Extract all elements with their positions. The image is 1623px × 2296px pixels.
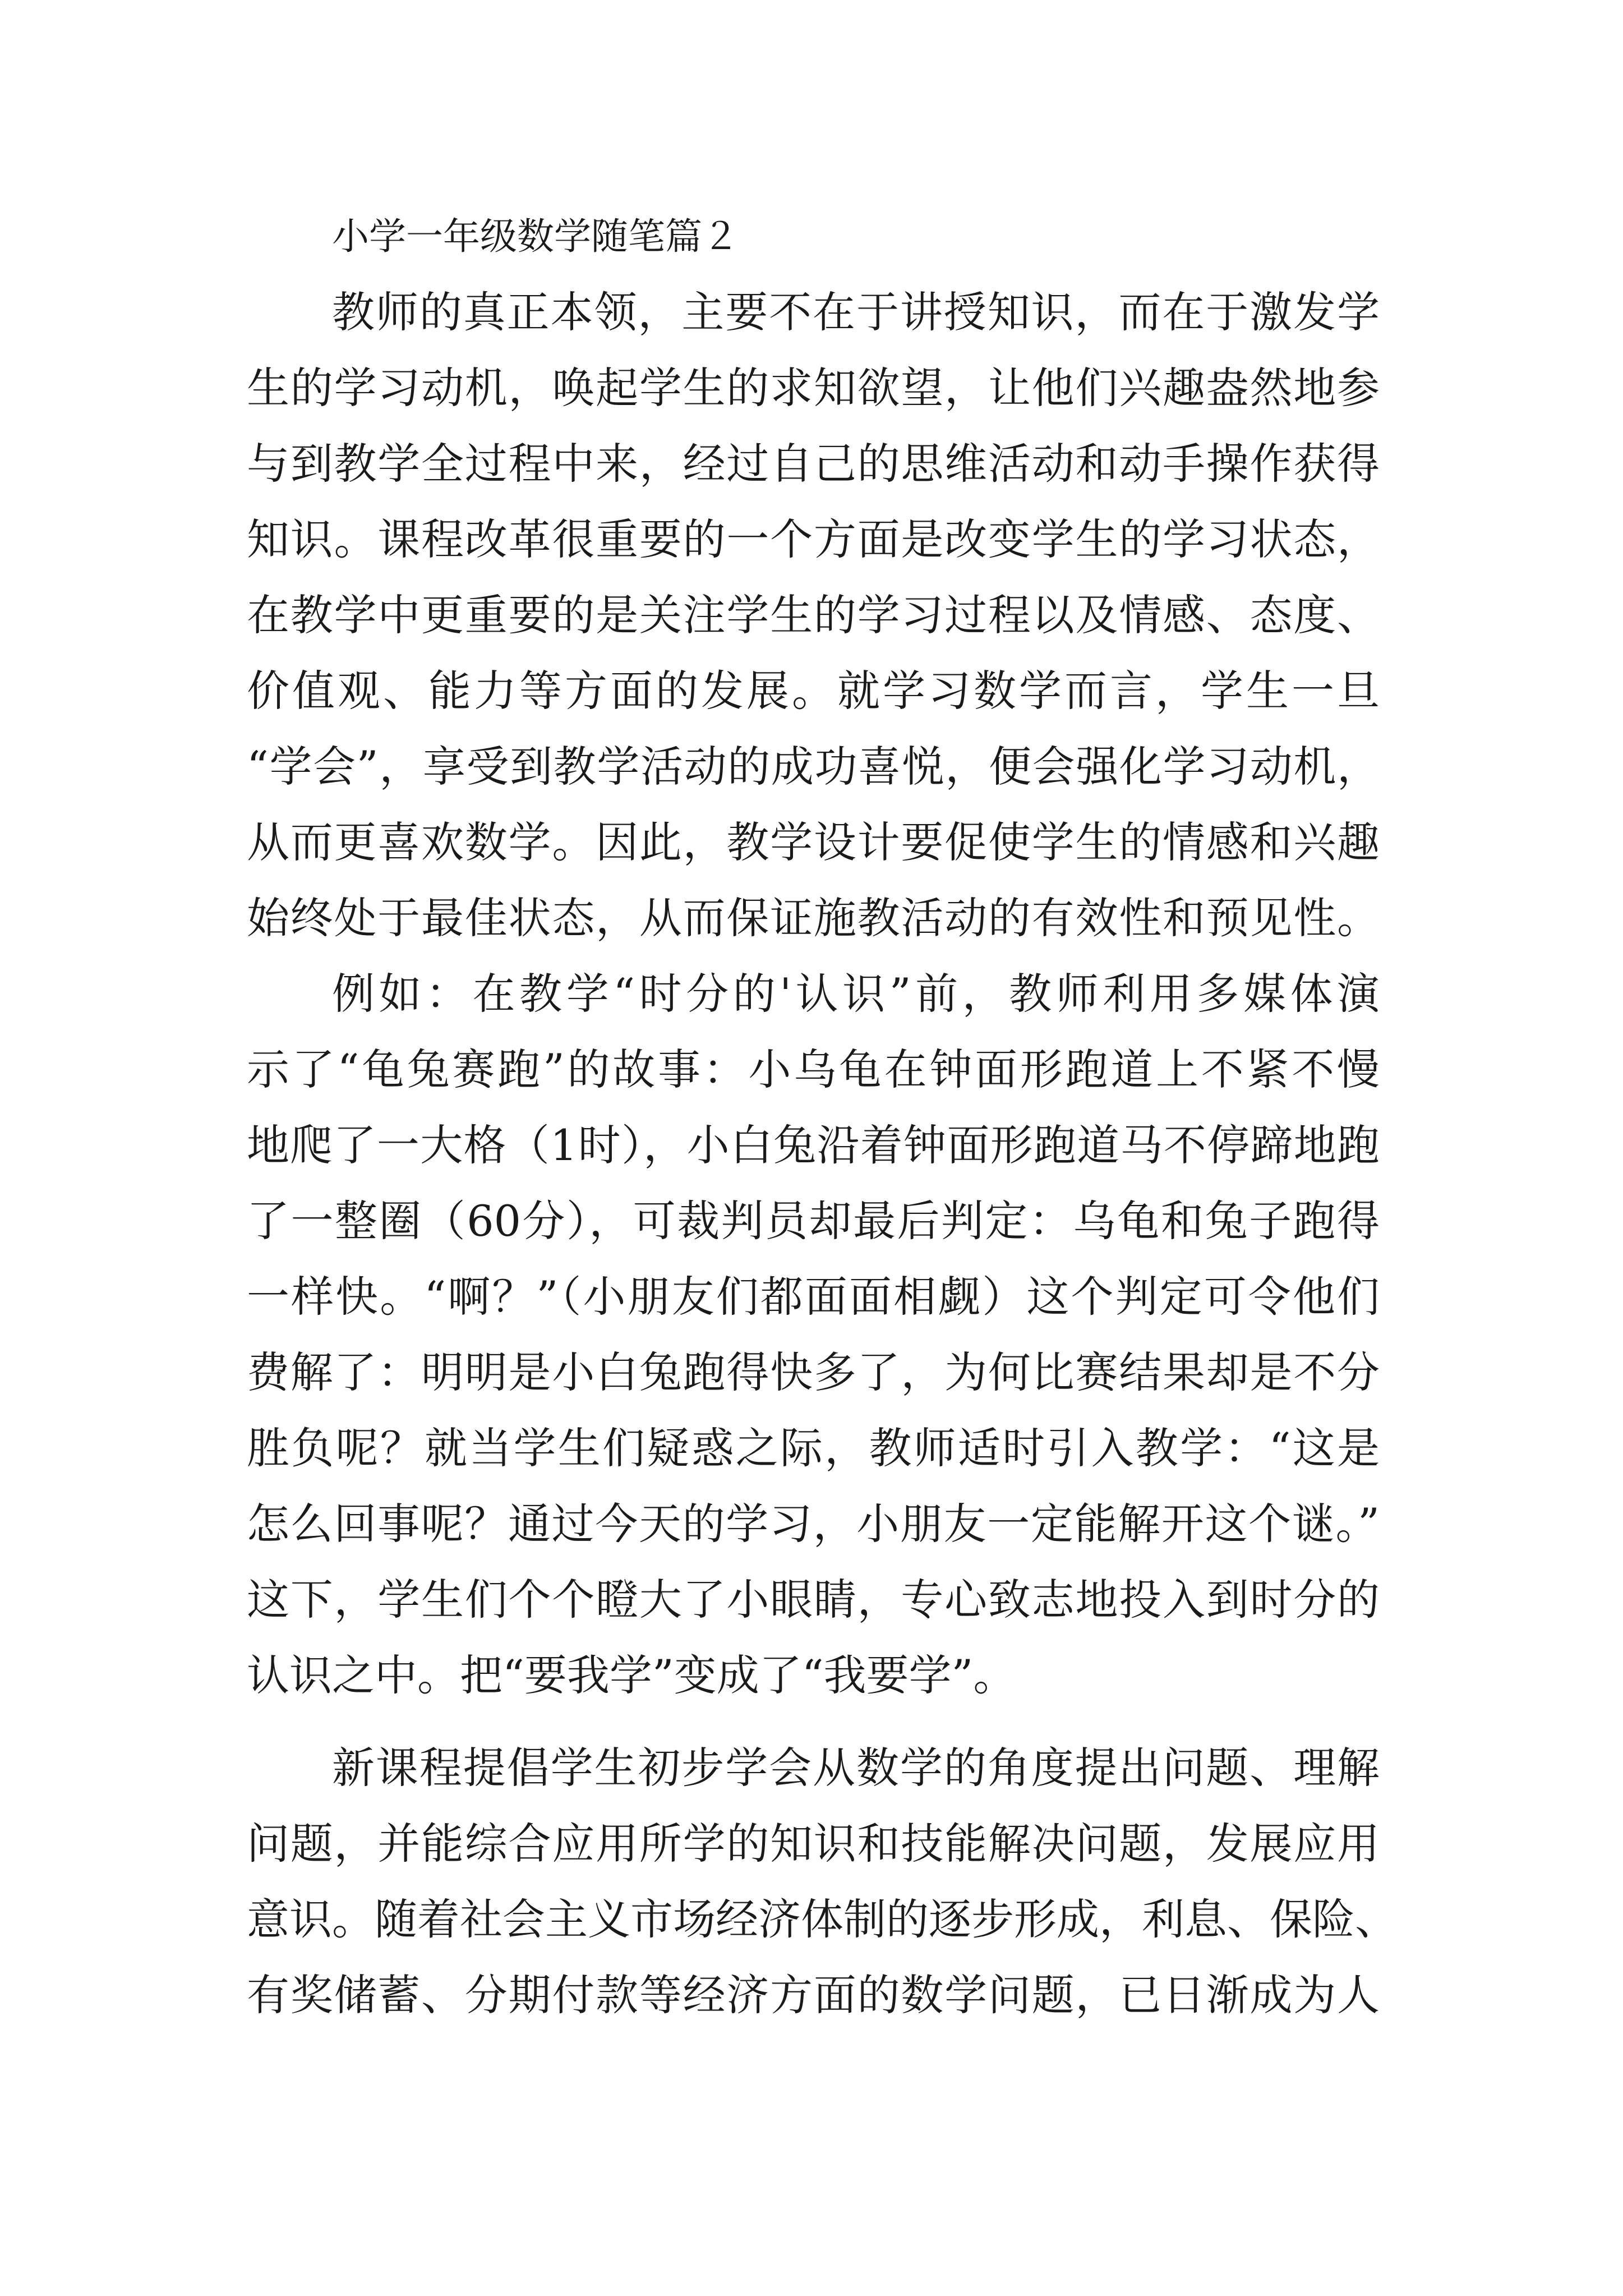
paragraph-1-line-6: 价值观、能力等方面的发展。就学习数学而言，学生一旦 <box>247 666 1380 716</box>
paragraph-3-line-1: 新课程提倡学生初步学会从数学的角度提出问题、理解 <box>332 1743 1380 1793</box>
paragraph-2-line-6: 费解了：明明是小白兔跑得快多了，为何比赛结果却是不分 <box>247 1347 1380 1397</box>
article-title: 小学一年级数学随笔篇２ <box>332 215 739 258</box>
paragraph-1-line-9: 始终处于最佳状态，从而保证施教活动的有效性和预见性。 <box>247 893 1380 943</box>
paragraph-2-line-7: 胜负呢？就当学生们疑惑之际，教师适时引入教学：“这是 <box>247 1423 1380 1473</box>
paragraph-2-line-1: 例如：在教学“时分的'认识”前，教师利用多媒体演 <box>332 969 1380 1019</box>
paragraph-1-line-4: 知识。课程改革很重要的一个方面是改变学生的学习状态， <box>247 514 1380 564</box>
paragraph-1-line-5: 在教学中更重要的是关注学生的学习过程以及情感、态度、 <box>247 590 1380 640</box>
paragraph-3-line-4: 有奖储蓄、分期付款等经济方面的数学问题，已日渐成为人 <box>247 1970 1380 2020</box>
paragraph-1-line-3: 与到教学全过程中来，经过自己的思维活动和动手操作获得 <box>247 439 1380 489</box>
paragraph-1-line-7: “学会”，享受到教学活动的成功喜悦，便会强化学习动机， <box>247 742 1380 792</box>
paragraph-2-line-8: 怎么回事呢？通过今天的学习，小朋友一定能解开这个谜。” <box>247 1499 1380 1549</box>
article-body <box>247 199 1398 2033</box>
paragraph-2-line-3: 地爬了一大格（1时），小白兔沿着钟面形跑道马不停蹄地跑 <box>247 1120 1380 1170</box>
paragraph-2-line-10: 认识之中。把“要我学”变成了“我要学”。 <box>247 1650 1016 1700</box>
paragraph-3-line-2: 问题，并能综合应用所学的知识和技能解决问题，发展应用 <box>247 1819 1380 1869</box>
paragraph-2-line-9: 这下，学生们个个瞪大了小眼睛，专心致志地投入到时分的 <box>247 1575 1380 1625</box>
paragraph-1-line-8: 从而更喜欢数学。因此，教学设计要促使学生的情感和兴趣 <box>247 817 1380 867</box>
paragraph-2-line-4: 了一整圈（60分），可裁判员却最后判定：乌龟和兔子跑得 <box>247 1196 1380 1246</box>
paragraph-1-line-2: 生的学习动机，唤起学生的求知欲望，让他们兴趣盎然地参 <box>247 363 1380 413</box>
paragraph-1-line-1: 教师的真正本领，主要不在于讲授知识，而在于激发学 <box>332 287 1380 337</box>
paragraph-2-line-5: 一样快。“啊？”（小朋友们都面面相觑）这个判定可令他们 <box>247 1272 1380 1322</box>
paragraph-2-line-2: 示了“龟兔赛跑”的故事：小乌龟在钟面形跑道上不紧不慢 <box>247 1045 1380 1094</box>
paragraph-3-line-3: 意识。随着社会主义市场经济体制的逐步形成，利息、保险、 <box>247 1894 1398 1944</box>
